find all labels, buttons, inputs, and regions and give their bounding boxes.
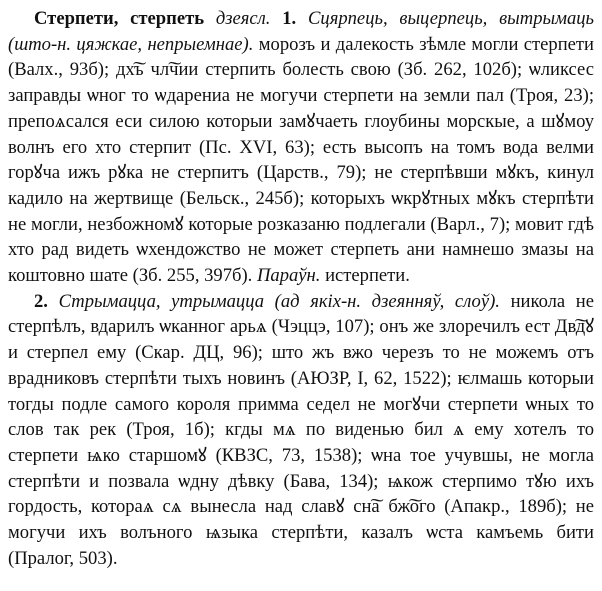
- sense-number: 1.: [282, 8, 297, 29]
- cross-reference-word: истерпети.: [325, 265, 410, 287]
- headword: Стерпети, стерпеть: [34, 8, 205, 29]
- sense-quotations: морозъ и далекость зѣмле могли стерпети (Валх., 93б); дх͠ъ чл͠чии стерпить болесть свою (Зб. 262, 102б); ѡликсес заправды ѡног то ѡдарениа не могучи стерпети на земли пал (Троя, 23); препоѧсался еси силою которыи замꙋчаеть глоубины морскые, а шꙋмоу волнъ его хто стерпит (Пс. XVI, 63); есть высопъ на томъ вода велми горꙋча ижъ рꙋка не стерпитъ (Царств., 79); не стерпѣвши мꙋкъ, кинул кадило на жертвище (Бельск., 245б); которыхъ ѡкрꙋтных мꙋкъ стерпѣти не могли, незбожномꙋ которые розказаню подлегали (Варл., 7); мовит гдѣ хто рад видеть ѡхендожство не может стерпеть ани намнешо змазы на коштовно шате (Зб. 255, 397б).: [8, 33, 594, 287]
- sense-number: 2.: [34, 290, 48, 312]
- sense-2-paragraph: [8, 289, 594, 572]
- part-of-speech: дзеясл.: [215, 8, 271, 29]
- sense-1-paragraph: [8, 6, 594, 289]
- sense-quotations: никола не стерпѣлъ, вдарилъ ѡканног арьѧ (Чэццэ, 107); онъ же злоречилъ ест Дв͠дꙋ и стерпел ему (Скар. ДЦ, 96); што жъ вжо черезъ то не можемъ отъ врадниковъ стерпѣти тыхъ новинъ (АЮЗР, I, 62, 1522); ѥлмашь которыи тогды подле самого короля примма седел не могꙋчи стерпети ѡных то слов так рек (Троя, 1б); кгды мѧ по виденью бил ѧ ему хотелъ то стерпети ѩко старшомꙋ (КВЗС, 73, 1538); ѡна тое учувшы, не могла стерпѣти и позвала ѡдну дѣвку (Бава, 134); ѩкож стерпимо тꙋю ихъ гордость, котораѧ сѧ вынесла над славꙋ сн͠а бж͠ого (Апакр., 189б); не могучи ихъ волъного ѩзыка стерпѣти, казалъ ѡста камъемь бити (Пралог, 503).: [8, 290, 594, 569]
- sense-gloss: Стрымацца, утрымацца (ад якіх-н. дзеянняў, слоў).: [58, 290, 500, 312]
- cross-reference-label: Параўн.: [256, 265, 321, 287]
- sense-gloss: Сцярпець, выцерпець, вытрымаць (што-н. цяжкае, непрыемнае).: [8, 8, 595, 55]
